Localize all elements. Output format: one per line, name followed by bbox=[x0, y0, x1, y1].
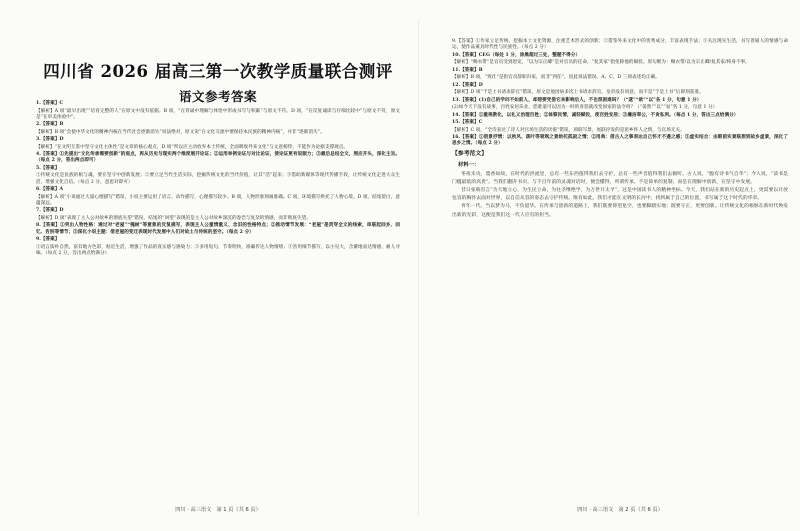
answer-paragraph: 【解析】A 项“小说通过大量心理描写”错误，小说主要运用了语言、动作描写，心理描写较少。B 项，人物形象刻画准确。C 项，环境描写烘托了人物心境。D 项，结尾留白，意蕴深远。 bbox=[36, 194, 400, 206]
answer-paragraph: 12.【答案】D bbox=[452, 82, 483, 88]
page-footer-right: 四川 · 高三语文 第 2 页（共 6 页） bbox=[577, 507, 663, 513]
answer-paragraph: 【解析】A 项“最早出现”“培育完整的人”在原文中没有依据。B 项，“在背诵中理解与体悟中形成书写与积累”与原文不符。D 项，“在反复诵读与仔细比较中”与原文不符，原文是“在审美体验中”。 bbox=[36, 108, 400, 120]
answer-paragraph: 【解析】D 项“于是上书请求辞官”错误，原文是他因病多次上书请求辞官，皇帝没有同意，而不是“于是上书”后即刻获准。 bbox=[452, 90, 704, 96]
right-content bbox=[452, 39, 788, 220]
essay-paragraph: 青年一代，当以梦为马，不负韶华。在传承与创新的道路上，我们既要仰望星空，也要脚踏实地；既要守正，更要创新。让传统文化的根脉在新时代焕发出新的光彩，这便是我们这一代人应有的担当。 bbox=[452, 204, 788, 218]
answer-paragraph: 4.【答案】①先提出“文化传承需要创新”的观点，再从历史与现实两个维度展开论证；②运用举例论证与对比论证，使论证更有说服力；③最后总结全文，照应开头，深化主旨。（每点 2 分，答出两点即可） bbox=[36, 152, 400, 164]
answer-paragraph: 11.【答案】B bbox=[452, 67, 483, 73]
right-answer-list bbox=[452, 39, 788, 148]
right-page bbox=[452, 0, 788, 531]
answer-paragraph: 【解析】“赐衣带”是官员受到恩宠，“以为宗正卿”是对官员的任命，“复其家”指免除他的赋役。原句断为：赐衣带/以为宗正卿/复其家/终身不事。 bbox=[452, 60, 750, 66]
page-footer-left: 四川 · 高三语文 第 1 页（共 6 页） bbox=[175, 507, 261, 513]
answer-paragraph: 8.【答案】①突出人物性格：通过对“老屋”“槐树”等意象的反复描写，表现主人公重情重义、念旧的性格特点；②推动情节发展：“老屋”是贯穿全文的线索，串联起回乡、回忆、告别等情节；③深化小说主题：借老屋的变迁表现时代发展中人们对故土与传统的坚守。（每点 2 分） bbox=[36, 223, 400, 235]
answer-paragraph: 【解析】B 项，“致仕”是指官员辞职归家，而非“到任”，因此说法错误。A、C、D 三项表述均正确。 bbox=[452, 75, 660, 81]
answer-paragraph: ①语言质朴自然，富有地方色彩，贴近生活，增强了作品的真实感与感染力；②多用短句，节奏明快，准确传达人物情绪；③善用细节描写，以小见大，含蓄地表达情感，耐人寻味。（每点 2 分，答出两点给满分） bbox=[36, 244, 400, 256]
reference-subheading: 材料一： bbox=[458, 161, 480, 168]
answer-paragraph: 7.【答案】D bbox=[36, 208, 64, 214]
answer-paragraph: 【解析】B 项“会使中华文化的精神内核在当代社会逐渐消失”说法绝对，原文说“在文化交流中要保持本民族的精神内核”，并非“逐渐消失”。 bbox=[36, 129, 325, 135]
essay-paragraph: 冬夜未央，墨香如故。在时代的洪流里，总有一些东西值得我们去守护，总有一些声音值得我们去倾听。古人说，“腹有诗书气自华”；今人说，“读书是门槛最低的高贵”。当我们翻开书页，与千百年前的灵魂对话时，便会懂得，所谓传承，不是简单的复制，而是在理解中创新，在坚守中发展。 bbox=[452, 172, 788, 186]
answer-paragraph: 3.【答案】D bbox=[36, 137, 64, 143]
answer-paragraph: 13.【答案】(1)自己的学问不如前人，却想要凭借它来影响后人，不也很困难吗？（“逮”“欲”“以”各 1 分，句意 1 分） bbox=[452, 97, 702, 103]
answer-paragraph: 9.【答案】 bbox=[36, 237, 60, 243]
essay-paragraph: 昔日张载有言“为天地立心，为生民立命，为往圣继绝学，为万世开太平”，这是中国读书人的精神坐标。今天，我们站在新的历史起点上，更需要以开放包容的胸怀去面对世界，以自信从容的姿态去守护传统。唯有如此，我们才能在文明的长河中，找到属于自己的位置，书写属于这个时代的华章。 bbox=[452, 188, 788, 202]
answer-paragraph: 16.【答案】①借景抒情：以秋风、落叶等衰飒之景烘托孤寂之情；②用典：借古人之事表达自己怀才不遇之感；③虚实结合：由眼前实景联想到故乡虚景，深化了思乡之情。（每点 2 分） bbox=[452, 135, 788, 147]
reference-essay bbox=[452, 171, 788, 220]
answer-paragraph: 14.【答案】①重视教化，以礼义治理百姓；②体察民情，减轻赋役，使百姓安居；③廉洁奉公，不贪私利。（每点 1 分，答出三点给满分） bbox=[452, 112, 739, 118]
left-answer-list bbox=[36, 101, 400, 258]
left-page bbox=[36, 0, 400, 531]
page-gutter bbox=[418, 20, 419, 515]
page-title: 四川省 2026 届高三第一次教学质量联合测评 bbox=[43, 62, 393, 81]
answer-paragraph: 【解析】C 项，“全诗表达了诗人对官场生活的厌倦”错误，颈联写景，尾联抒发的是思乡怀人之情，与官场无关。 bbox=[452, 127, 685, 133]
answer-paragraph: 5.【答案】 bbox=[36, 165, 60, 171]
answer-paragraph: ①传统文化是民族的根与魂，要在坚守中创新发展；②要立足当代生活实际，挖掘传统文化的当代价值，让其“活”起来；③借助新媒体等现代传播手段，让传统文化走进大众生活，增强文化自信。（每点 2 分，意思对即可） bbox=[36, 173, 400, 185]
answer-paragraph: 【解析】D 项“表现了主人公对故乡的彻底失望”错误，结尾的“回望”表现的是主人公对故乡深沉的眷恋与复杂的情感，而非彻底失望。 bbox=[36, 215, 311, 221]
answer-paragraph: 10.【答案】CEG（每处 1 分，涂黑超过三处，整题不得分） bbox=[452, 52, 581, 58]
answer-paragraph: 2.【答案】B bbox=[36, 122, 64, 128]
page-subtitle: 语文参考答案 bbox=[178, 89, 257, 104]
answer-paragraph: 【解析】“在文明互鉴中坚守文化主体性”是文章的核心观点，D 项“所以应主动放弃本土传统，全面吸收外来文化”与文意相悖，不能作为论据支撑观点。 bbox=[36, 144, 349, 150]
answer-paragraph: 9.【答案】①作家立足传统，挖掘本土文化资源，注重艺术形式的创新；②借鉴外来文化中的优秀成分，丰富表现手法；③关注现实生活，书写普通人的情感与命运，使作品兼具时代性与民族性。（每点 2 分） bbox=[452, 39, 788, 51]
answer-paragraph: 15.【答案】C bbox=[452, 120, 483, 126]
answer-paragraph: 6.【答案】A bbox=[36, 187, 64, 193]
answer-paragraph: 1.【答案】C bbox=[36, 101, 64, 106]
reference-heading: 【参考范文】 bbox=[452, 150, 488, 157]
answer-paragraph: (2)如今天下没有战事，百姓安居乐业，您难道可以因为一时的喜怒就改变国家的法令吗？（“晏然”“以”“易”各 1 分，句意 1 分） bbox=[452, 105, 718, 111]
